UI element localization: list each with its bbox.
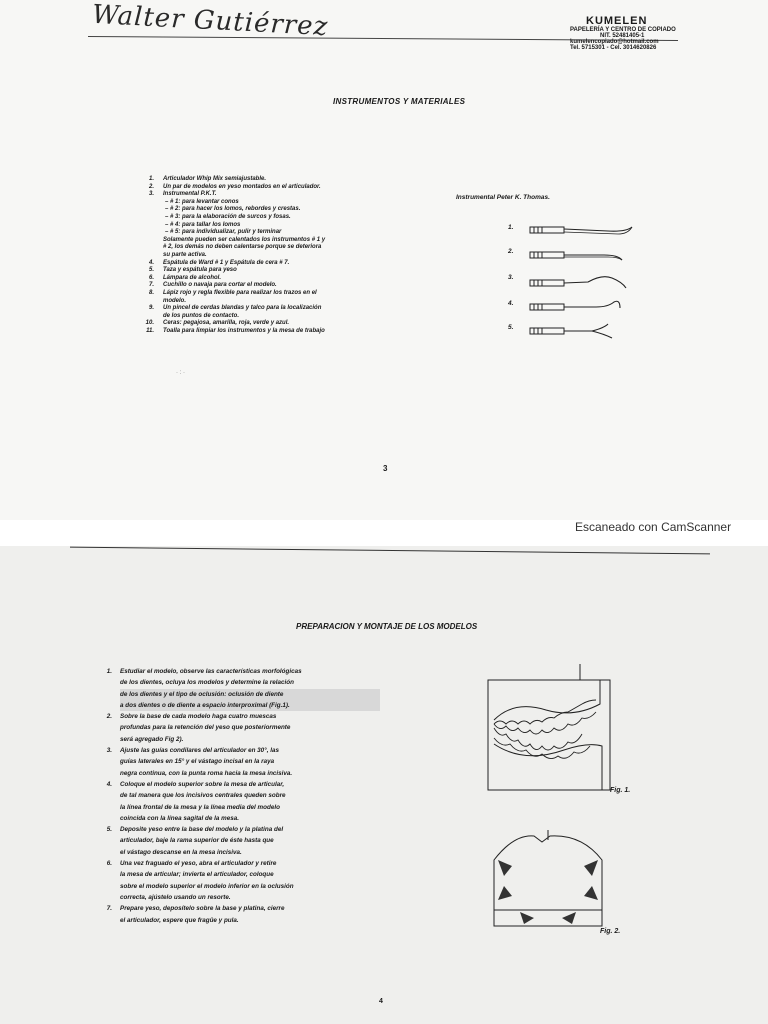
item-text: – # 2: para hacer los lomos, rebordes y crestas. [165, 206, 301, 213]
instrument-1 [508, 222, 638, 240]
page-2-title: PREPARACION Y MONTAJE DE LOS MODELOS [296, 622, 478, 631]
material-item [140, 282, 400, 290]
material-item [140, 320, 400, 328]
item-text: Ceras: pegajosa, amarilla, roja, verde y azul. [163, 320, 290, 327]
step-item [100, 903, 380, 926]
step-number: 4. [106, 780, 112, 788]
step-item [100, 666, 380, 711]
pkt-note-line [140, 252, 400, 260]
step-item [100, 711, 380, 745]
step-line: a dos dientes o de diente a espacio interproximal (Fig.1). [120, 700, 380, 711]
item-number: 6. [148, 274, 154, 281]
instrument-3-drawing [508, 272, 638, 292]
item-number: 10. [145, 320, 154, 327]
pkt-note-line [140, 237, 400, 245]
item-text: Un par de modelos en yeso montados en el articulador. [163, 183, 321, 190]
step-line: de los dientes y el tipo de oclusión: oclusión de diente [120, 689, 380, 700]
step-line: será agregado Fig 2). [120, 735, 184, 743]
material-item [140, 328, 400, 336]
material-item [140, 184, 400, 192]
pkt-sub-item [140, 222, 400, 230]
step-line: Coloque el modelo superior sobre la mesa de articular, [120, 780, 285, 788]
step-line: coincida con la línea sagital de la mesa. [120, 814, 239, 822]
fig-1-occlusion-drawing [484, 664, 614, 794]
step-line: de tal manera que los incisivos centrales queden sobre [120, 792, 286, 800]
item-text: su parte activa. [163, 251, 207, 258]
fig-2-base-notches-drawing [484, 830, 614, 930]
copy-shop-stamp [570, 16, 680, 51]
item-text: Un pincel de cerdas blandas y talco para la localización [163, 305, 322, 312]
step-number: 6. [106, 860, 112, 868]
stamp-line-4: Tel. 5715301 - Cel. 3014620826 [570, 45, 657, 51]
instrument-label: 5. [508, 324, 514, 331]
stamp-line-2: NIT. 52481405-1 [600, 33, 645, 39]
material-item [140, 298, 400, 306]
stamp-line-1: PAPELERÍA Y CENTRO DE COPIADO [570, 27, 676, 33]
step-line: de los dientes, ocluya los modelos y determine la relación [120, 679, 294, 687]
item-number: 8. [148, 289, 154, 296]
step-line: negra continua, con la punta roma hacia la mesa incisiva. [120, 769, 293, 777]
step-line: Prepare yeso, deposítelo sobre la base y platina, cierre [120, 905, 285, 913]
item-text: – # 5: para individualizar, pulir y terminar [165, 229, 282, 236]
step-line: el articulador, espere que fragüe y pula. [120, 916, 239, 924]
instrument-label: 4. [508, 300, 514, 307]
instrument-1-drawing [508, 222, 638, 240]
material-item [140, 313, 400, 321]
material-item [140, 267, 400, 275]
step-number: 3. [106, 747, 112, 755]
item-text: – # 4: para tallar los lomos [165, 221, 241, 228]
stamp-name: KUMELEN [586, 15, 648, 27]
step-line: articulador, baje la rama superior de éste hasta que [120, 837, 274, 845]
item-text: Solamente pueden ser calentados los instrumentos # 1 y [163, 236, 326, 243]
material-item [140, 176, 400, 184]
item-text: Lámpara de alcohol. [163, 274, 222, 281]
page-1-number: 3 [383, 464, 388, 473]
materials-list [140, 176, 400, 335]
item-text: Taza y espátula para yeso [163, 267, 237, 274]
step-number: 1. [106, 668, 112, 675]
fig-2-label: Fig. 2. [600, 928, 621, 935]
item-text: – # 3: para la elaboración de surcos y fosas. [165, 213, 291, 220]
fig-1-label: Fig. 1. [610, 787, 631, 794]
instrument-label: 2. [508, 248, 514, 255]
step-line: sobre el modelo superior el modelo inferior en la oclusión [120, 882, 294, 890]
step-line: Una vez fraguado el yeso, abra el articulador y retire [120, 860, 277, 868]
page-2-number: 4 [379, 998, 383, 1005]
material-item [140, 290, 400, 298]
steps-list [100, 666, 380, 926]
item-text: # 2, los demás no deben calentarse porque se deteriora [163, 244, 322, 251]
item-number: 9. [148, 305, 154, 312]
material-item [140, 191, 400, 199]
step-line: Deposite yeso entre la base del modelo y la platina del [120, 826, 284, 834]
item-number: 7. [148, 282, 154, 289]
item-text: Instrumental P.K.T. [163, 191, 217, 198]
pkt-sub-item [140, 214, 400, 222]
instrument-2-drawing [508, 246, 638, 264]
item-number: 5. [148, 267, 154, 274]
step-line: Estudiar el modelo, observe las características morfológicas [120, 668, 302, 675]
page-2-top-edge [70, 547, 710, 555]
instrument-5 [508, 322, 638, 340]
pkt-sub-item [140, 199, 400, 207]
item-text: Articulador Whip Mix semiajustable. [163, 176, 267, 182]
page-1-title: INSTRUMENTOS Y MATERIALES [333, 97, 466, 106]
instrument-3 [508, 272, 638, 290]
step-number: 2. [106, 713, 112, 721]
item-text: Cuchillo o navaja para cortar el modelo. [163, 282, 277, 289]
step-line: Sobre la base de cada modelo haga cuatro muescas [120, 713, 277, 721]
step-item [100, 779, 380, 824]
item-number: 2. [148, 183, 154, 190]
material-item [140, 260, 400, 268]
step-line: profundas para la retención del yeso que posteriormente [120, 724, 291, 732]
step-line: la mesa de articular; invierta el articulador, coloque [120, 871, 274, 879]
instrument-label: 3. [508, 274, 514, 281]
pkt-note-line [140, 244, 400, 252]
item-text: Lápiz rojo y regla flexible para realizar los trazos en el [163, 289, 317, 296]
handwritten-signature: Walter Gutiérrez [91, 0, 330, 43]
item-text: modelo. [163, 297, 187, 304]
step-number: 5. [106, 826, 112, 834]
instrument-4-drawing [508, 298, 638, 318]
step-number: 7. [106, 905, 112, 913]
item-number: 11. [146, 327, 154, 334]
step-line: guías laterales en 15° y el vástago incisal en la raya [120, 758, 275, 766]
instrumental-title: Instrumental Peter K. Thomas. [456, 194, 550, 201]
step-item [100, 824, 380, 858]
pkt-sub-item [140, 229, 400, 237]
item-number: 1. [148, 176, 154, 182]
camscanner-watermark: Escaneado con CamScanner [575, 520, 732, 534]
instrument-5-drawing [508, 322, 638, 342]
step-line: la línea frontal de la mesa y la línea media del modelo [120, 803, 280, 811]
item-text: Espátula de Ward # 1 y Espátula de cera # 7. [163, 259, 290, 266]
instrument-label: 1. [508, 224, 514, 231]
material-item [140, 275, 400, 283]
step-line: el vástago descanse en la mesa incisiva. [120, 848, 242, 856]
scan-speckles: · : · [176, 370, 185, 376]
step-line: correcta, ajústelo usando un resorte. [120, 893, 231, 901]
item-text: de los puntos de contacto. [163, 312, 240, 319]
step-item [100, 858, 380, 903]
item-text: – # 1: para levantar conos [165, 198, 239, 205]
item-text: Toalla para limpiar los instrumentos y la mesa de trabajo [163, 327, 325, 334]
instrument-4 [508, 298, 638, 316]
pkt-sub-item [140, 206, 400, 214]
material-item [140, 305, 400, 313]
instrument-2 [508, 246, 638, 264]
step-line: Ajuste las guías condilares del articulador en 30°, las [120, 747, 279, 755]
stamp-line-3: kumelencopiado@hotmail.com [570, 39, 659, 45]
item-number: 4. [148, 259, 154, 266]
step-item [100, 745, 380, 779]
item-number: 3. [148, 191, 154, 198]
